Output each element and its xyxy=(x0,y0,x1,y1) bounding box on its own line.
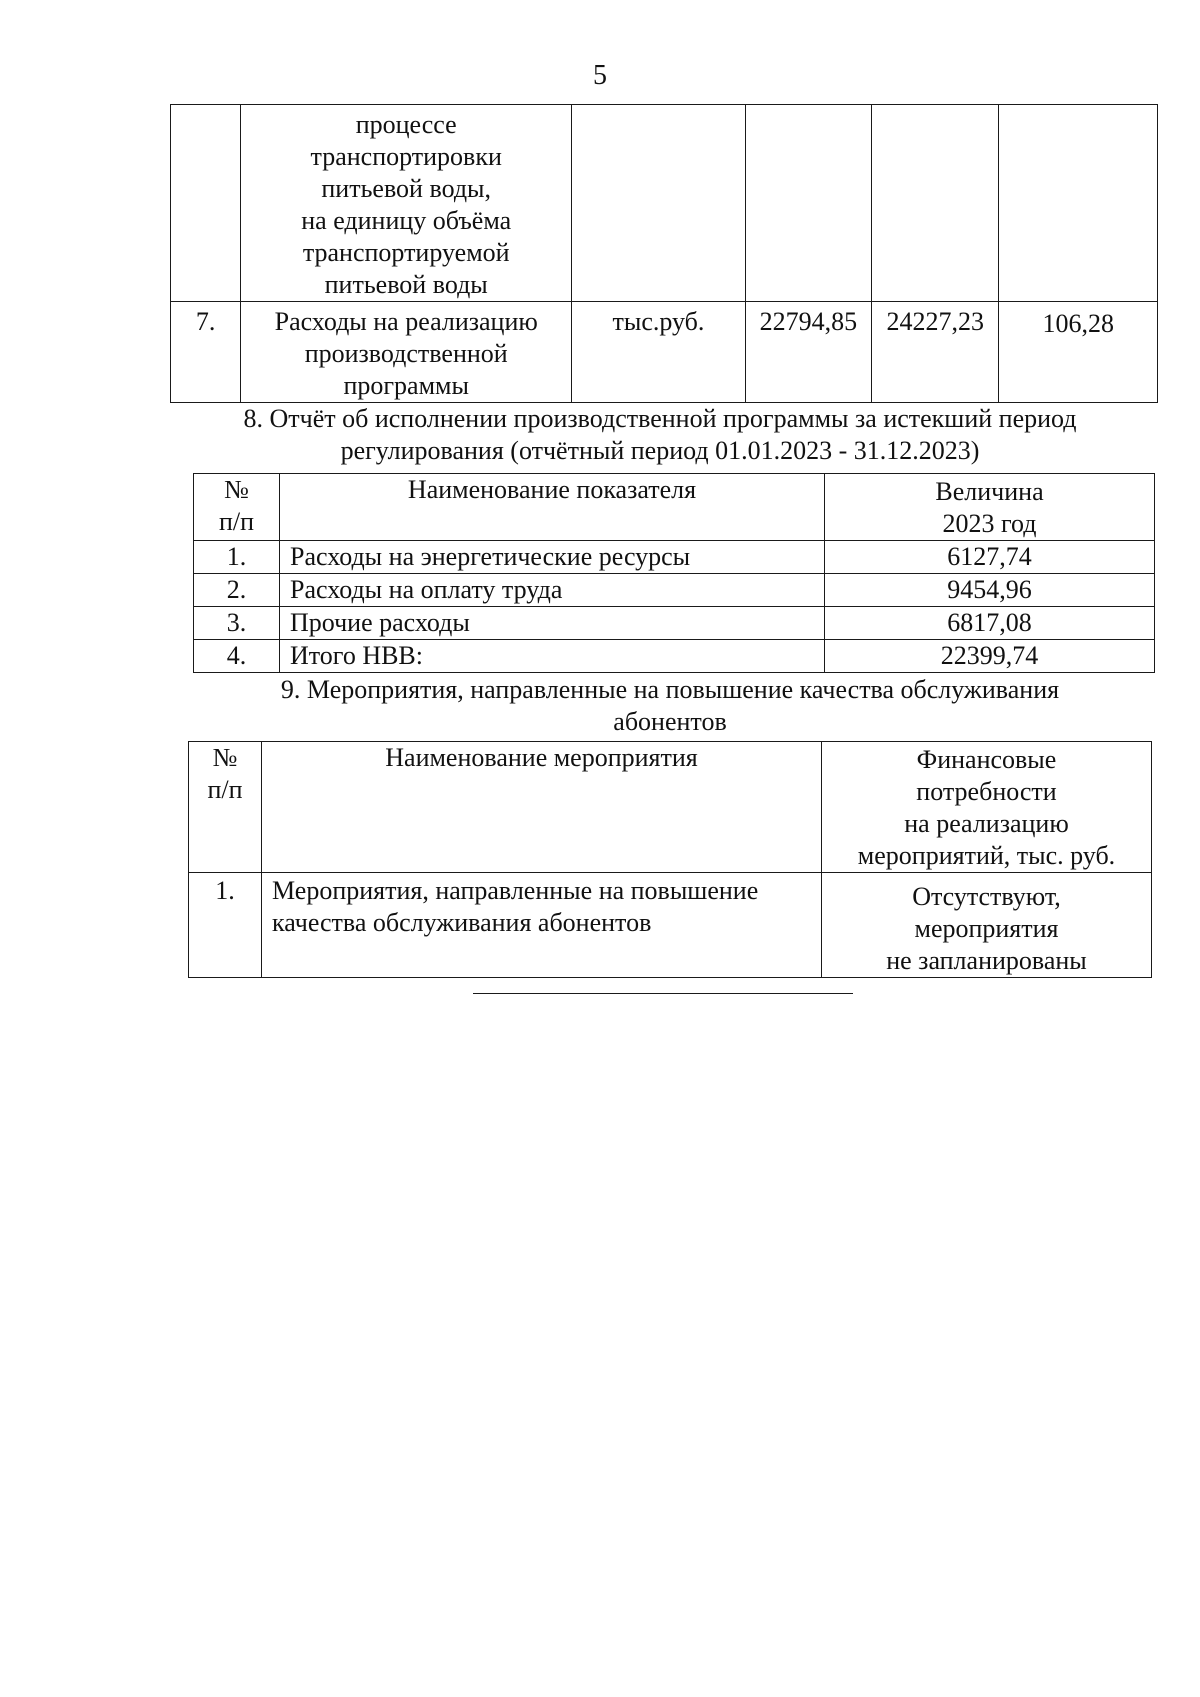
indicator-name-line: производственной xyxy=(304,339,508,368)
indicator-name-line: процессе xyxy=(355,110,457,139)
section-8-title-line: регулирования (отчётный период 01.01.2023 - 31.12.2023) xyxy=(340,436,980,465)
indicator-name-cell: Прочие расходы xyxy=(280,607,825,640)
row-number-cell: 1. xyxy=(189,873,262,978)
table-row xyxy=(194,640,1155,673)
value-cell xyxy=(872,105,999,302)
header-number: № п/п xyxy=(189,742,262,873)
indicator-name-line: транспортируемой xyxy=(302,238,510,267)
indicator-name-line: питьевой воды, xyxy=(321,174,492,203)
section-9-title-line: абонентов xyxy=(613,707,727,736)
unit-cell: тыс.руб. xyxy=(572,302,746,403)
unit-cell xyxy=(572,105,746,302)
value-cell xyxy=(999,105,1158,302)
table-row xyxy=(189,873,1152,978)
indicators-table-continuation xyxy=(170,104,1158,403)
table-row xyxy=(194,607,1155,640)
financial-needs-cell: Отсутствуют, мероприятия не запланированы xyxy=(822,873,1152,978)
indicator-name-line: транспортировки xyxy=(310,142,502,171)
header-activity-name: Наименование мероприятия xyxy=(262,742,822,873)
table-header-row xyxy=(194,474,1155,541)
header-number: № п/п xyxy=(194,474,280,541)
indicator-name-cell: Расходы на энергетические ресурсы xyxy=(280,541,825,574)
value-cell: 6817,08 xyxy=(825,607,1155,640)
indicator-name-line: на единицу объёма xyxy=(301,206,512,235)
header-value: Величина 2023 год xyxy=(825,474,1155,541)
row-number-cell: 7. xyxy=(171,302,241,403)
value-cell: 106,28 xyxy=(999,302,1158,403)
value-cell: 6127,74 xyxy=(825,541,1155,574)
table-row xyxy=(194,541,1155,574)
value-cell: 22399,74 xyxy=(825,640,1155,673)
header-indicator-name: Наименование показателя xyxy=(280,474,825,541)
indicator-name-cell: Расходы на оплату труда xyxy=(280,574,825,607)
report-table xyxy=(193,473,1155,673)
indicator-name-cell xyxy=(241,105,572,302)
section-8-title-line: 8. Отчёт об исполнении производственной программы за истекший период xyxy=(243,404,1077,433)
value-cell: 9454,96 xyxy=(825,574,1155,607)
table-row xyxy=(194,574,1155,607)
indicator-name-cell: Итого НВВ: xyxy=(280,640,825,673)
indicator-name-line: питьевой воды xyxy=(324,270,488,299)
table-row xyxy=(171,105,1158,302)
section-9-title xyxy=(170,674,1170,738)
table-row xyxy=(171,302,1158,403)
indicator-name-line: программы xyxy=(343,371,469,400)
section-8-title xyxy=(160,403,1160,467)
table-header-row xyxy=(189,742,1152,873)
row-number-cell: 2. xyxy=(194,574,280,607)
section-9-title-line: 9. Мероприятия, направленные на повышение качества обслуживания xyxy=(280,675,1060,704)
page-number: 5 xyxy=(593,60,607,91)
row-number-cell: 4. xyxy=(194,640,280,673)
row-number-cell: 1. xyxy=(194,541,280,574)
header-financial-needs: Финансовые потребности на реализацию мероприятий, тыс. руб. xyxy=(822,742,1152,873)
activity-name-cell: Мероприятия, направленные на повышение качества обслуживания абонентов xyxy=(262,873,822,978)
row-number-cell: 3. xyxy=(194,607,280,640)
value-cell: 24227,23 xyxy=(872,302,999,403)
indicator-name-cell xyxy=(241,302,572,403)
indicator-name-line: Расходы на реализацию xyxy=(274,307,538,336)
activities-table xyxy=(188,741,1152,978)
value-cell: 22794,85 xyxy=(745,302,871,403)
row-number-cell xyxy=(171,105,241,302)
value-cell xyxy=(745,105,871,302)
end-of-document-rule xyxy=(473,993,853,994)
